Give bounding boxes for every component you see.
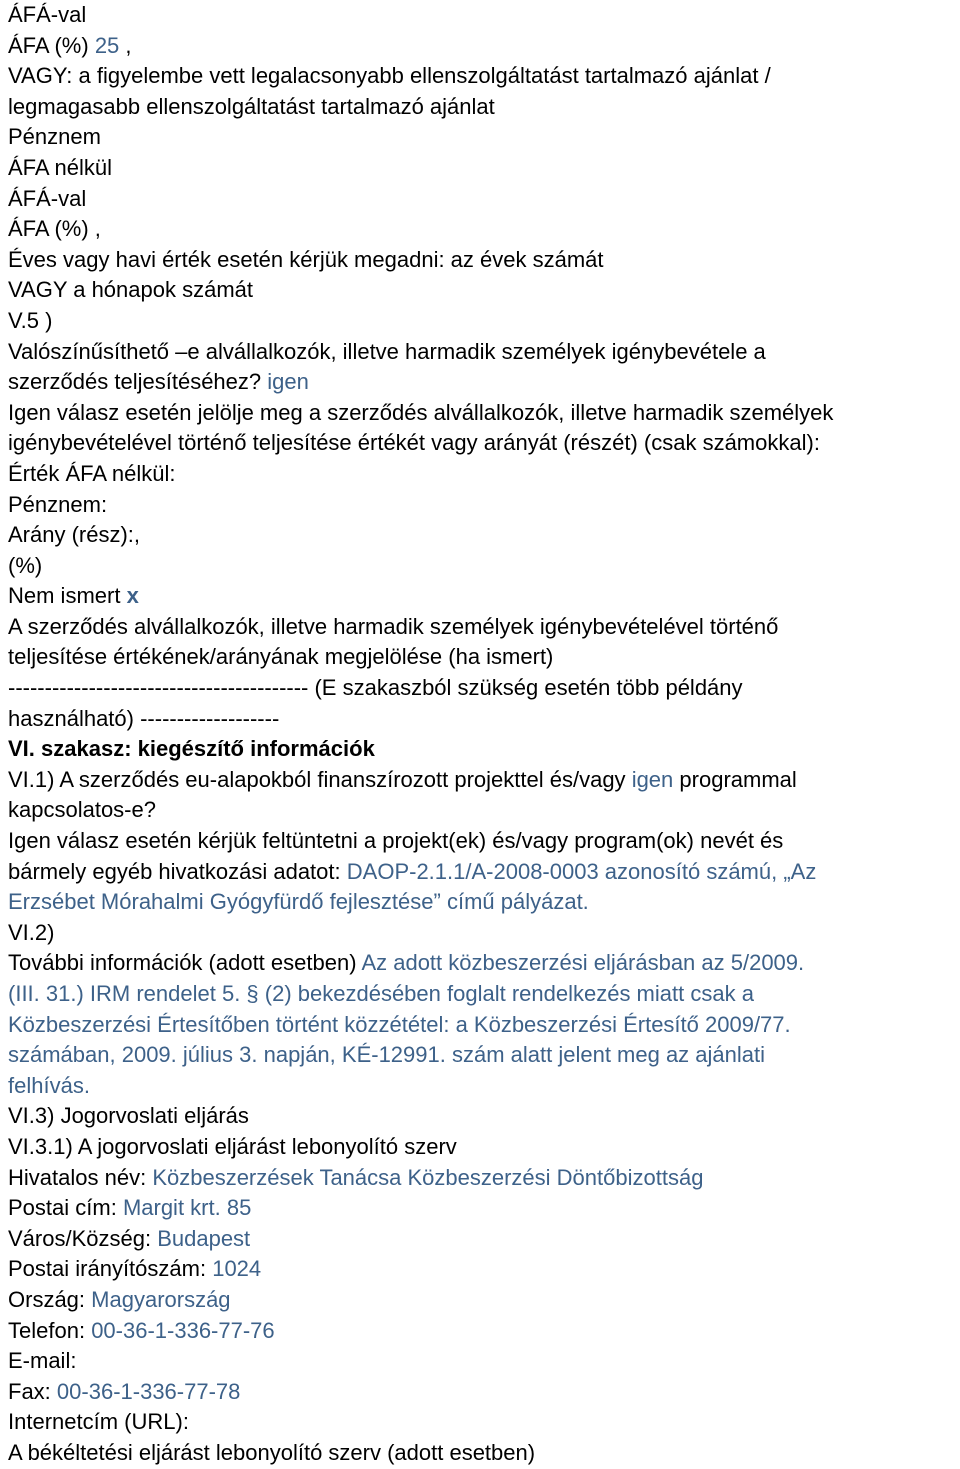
label-text: VI.1) A szerződés eu-alapokból finanszírozott projekttel és/vagy [8,766,626,792]
field-label: Fax: [8,1378,51,1404]
field-row [8,1193,960,1224]
additional-info-value: Az adott közbeszerzési eljárásban az 5/2009. [361,950,805,976]
section-title-text: VI. szakasz: kiegészítő információk [8,736,375,762]
city-value: Budapest [157,1225,251,1251]
label-text: teljesítése értékének/arányának megjelölése (ha ismert) [8,644,554,670]
text-line [8,581,960,612]
label-text: használható) ------------------- [8,705,280,731]
label-text: VAGY: a figyelembe vett legalacsonyabb ellenszolgáltatást tartalmazó ajánlat / [8,63,771,89]
field-row [8,1285,960,1316]
label-text: A szerződés alvállalkozók, illetve harmadik személyek igénybevételével történő [8,613,779,639]
label-text: ÁFÁ-val [8,2,87,27]
label-text: Igen válasz esetén jelölje meg a szerződés alvállalkozók, illetve harmadik személyek [8,399,834,425]
field-label: Hivatalos név: [8,1164,147,1190]
text-line [8,857,960,888]
section-heading [8,918,960,949]
postal-code-value: 1024 [212,1256,262,1282]
label-text: VAGY a hónapok számát [8,277,253,303]
official-name-value: Közbeszerzések Tanácsa Közbeszerzési Döntőbizottság [152,1164,704,1190]
field-row [8,1407,960,1438]
field-label: Ország: [8,1286,86,1312]
text-line [8,428,960,459]
text-line [8,337,960,368]
text-line [8,642,960,673]
additional-info-value: számában, 2009. július 3. napján, KÉ-12991. szám alatt jelent meg az ajánlati [8,1042,766,1068]
text-line [8,92,960,123]
text-line [8,459,960,490]
label-text: (%) [8,552,43,578]
check-mark: x [126,583,139,609]
label-text: Arány (rész):, [8,522,141,548]
country-value: Magyarország [91,1286,231,1312]
vat-value: 25 [94,32,120,58]
text-line [8,795,960,826]
text-line [8,765,960,796]
label-text: VI.3.1) A jogorvoslati eljárást lebonyolító szerv [8,1133,457,1159]
postal-address-value: Margit krt. 85 [122,1195,252,1221]
label-text: ÁFÁ-val [8,185,87,211]
label-text: ----------------------------------------- (E szakaszból szükség esetén több példány [8,675,743,701]
label-text: Nem ismert [8,583,121,609]
label-text: ÁFA (%) , [8,216,101,242]
label-text: Valószínűsíthető –e alvállalkozók, illetve harmadik személyek igénybevétele a [8,338,766,364]
text-line [8,551,960,582]
label-text: Pénznem [8,124,101,150]
additional-info-value: Közbeszerzési Értesítőben történt közzététel: a Közbeszerzési Értesítő 2009/77. [8,1011,791,1037]
label-text: ÁFA (%) [8,32,89,58]
text-line [8,367,960,398]
label-text: legmagasabb ellenszolgáltatást tartalmazó ajánlat [8,93,495,119]
field-label: Postai irányítószám: [8,1256,207,1282]
field-row [8,1377,960,1408]
label-text: További információk (adott esetben) [8,950,357,976]
field-label: E-mail: [8,1348,77,1374]
project-reference-value: Erzsébet Mórahalmi Gyógyfürdő fejlesztése” című pályázat. [8,889,589,915]
text-line [8,275,960,306]
label-text: VI.2) [8,919,55,945]
text-line [8,979,960,1010]
separator-line [8,704,960,735]
text-line [8,490,960,521]
text-line [8,1071,960,1102]
label-text: Pénznem: [8,491,108,517]
answer-value: igen [267,369,309,395]
text-line [8,184,960,215]
label-text: , [125,32,132,58]
label-text: igénybevételével történő teljesítése értékét vagy arányát (részét) (csak számokkal): [8,430,820,456]
text-line [8,398,960,429]
text-line [8,520,960,551]
field-row [8,1224,960,1255]
label-text: Érték ÁFA nélkül: [8,460,176,486]
answer-value: igen [631,766,674,792]
text-line [8,612,960,643]
section-heading [8,1132,960,1163]
field-label: Postai cím: [8,1195,117,1221]
field-row [8,1316,960,1347]
label-text: VI.3) Jogorvoslati eljárás [8,1103,249,1129]
text-line [8,122,960,153]
field-row [8,1346,960,1377]
label-text: A békéltetési eljárást lebonyolító szerv (adott esetben) [8,1439,536,1465]
phone-value: 00-36-1-336-77-76 [91,1317,275,1343]
field-row [8,1163,960,1194]
label-text: programmal [679,766,797,792]
section-title [8,734,960,765]
label-text: szerződés teljesítéséhez? [8,369,262,395]
text-line [8,153,960,184]
section-heading [8,1101,960,1132]
text-line [8,245,960,276]
separator-line [8,673,960,704]
text-line [8,214,960,245]
section-heading [8,306,960,337]
text-line [8,1010,960,1041]
text-line [8,948,960,979]
text-line [8,0,960,31]
field-label: Internetcím (URL): [8,1409,189,1435]
additional-info-value: felhívás. [8,1072,90,1098]
text-line [8,31,960,62]
fax-value: 00-36-1-336-77-78 [56,1378,241,1404]
text-line [8,61,960,92]
label-text: V.5 ) [8,307,53,333]
text-line [8,1040,960,1071]
label-text: kapcsolatos-e? [8,797,156,823]
label-text: bármely egyéb hivatkozási adatot: [8,858,341,884]
field-label: Város/Község: [8,1225,152,1251]
label-text: ÁFA nélkül [8,154,112,180]
project-reference-value: DAOP-2.1.1/A-2008-0003 azonosító számú, „Az [346,858,817,884]
field-row [8,1254,960,1285]
field-label: Telefon: [8,1317,86,1343]
label-text: Éves vagy havi érték esetén kérjük megadni: az évek számát [8,246,604,272]
text-line [8,826,960,857]
label-text: Igen válasz esetén kérjük feltüntetni a projekt(ek) és/vagy program(ok) nevét és [8,828,784,854]
additional-info-value: (III. 31.) IRM rendelet 5. § (2) bekezdésében foglalt rendelkezés miatt csak a [8,981,754,1006]
text-line [8,887,960,918]
